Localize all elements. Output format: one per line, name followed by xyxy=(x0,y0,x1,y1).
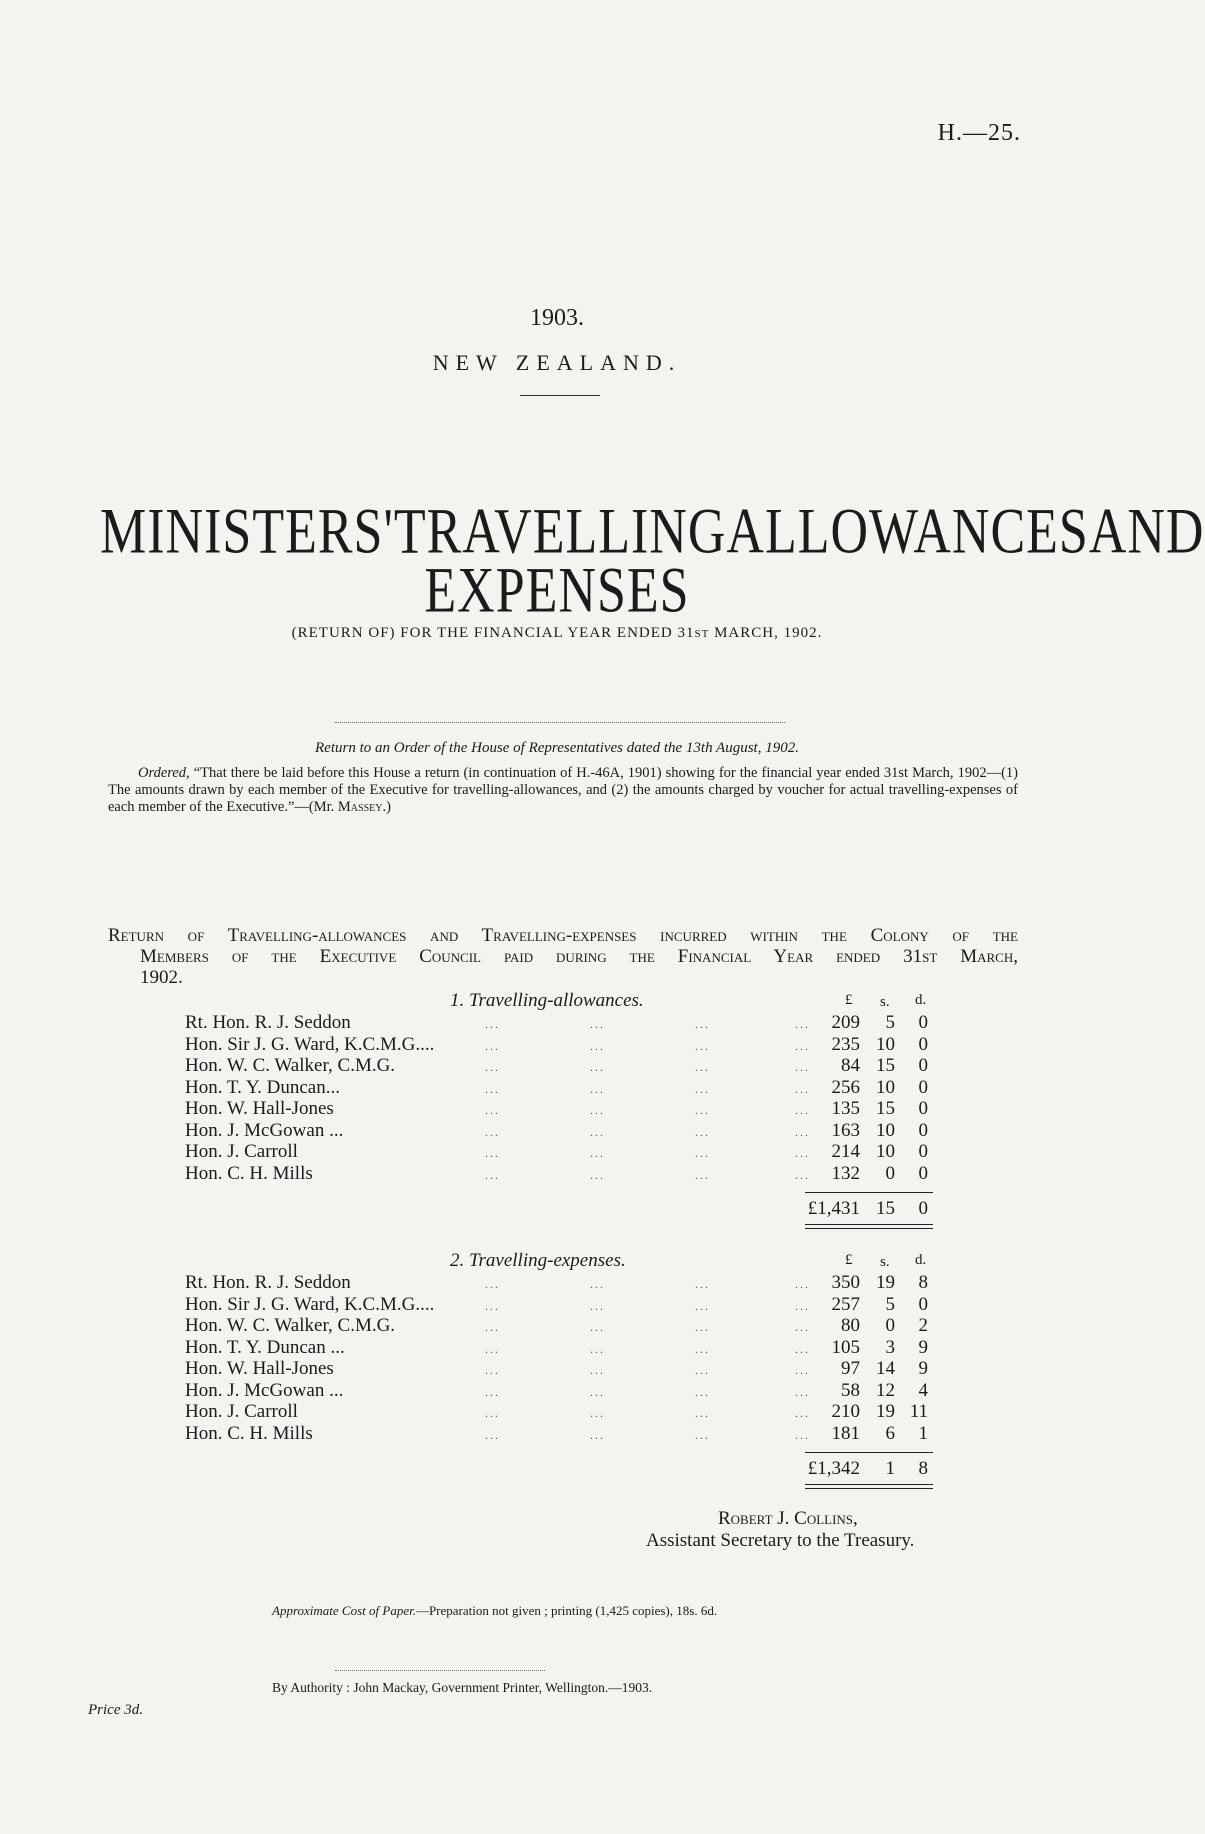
leader-dots: ... xyxy=(795,1384,810,1399)
order-close: .) xyxy=(382,799,391,815)
leader-dots: ... xyxy=(590,1384,605,1399)
pounds-value: 235 xyxy=(831,1033,860,1055)
pence-value: 0 xyxy=(918,1098,928,1119)
cost-text: —Preparation not given ; printing (1,425 copies), 18s. 6d. xyxy=(415,1603,718,1618)
table-row xyxy=(185,1380,965,1402)
shillings-value: 6 xyxy=(885,1422,895,1444)
member-name: Hon. W. Hall-Jones xyxy=(185,1358,334,1379)
member-name: Hon. Sir J. G. Ward, K.C.M.G.... xyxy=(185,1293,435,1315)
allowances-title: 1. Travelling-allowances. xyxy=(450,990,644,1011)
subtitle-superscript: ST xyxy=(694,628,710,640)
member-name: Hon. J. McGowan ... xyxy=(185,1119,344,1141)
table-row xyxy=(185,1163,965,1185)
order-text xyxy=(108,765,1018,816)
return-heading xyxy=(108,925,1018,988)
table-row xyxy=(185,1034,965,1056)
subtitle-end: MARCH, 1902. xyxy=(709,625,823,641)
shillings-value: 10 xyxy=(876,1141,895,1162)
price-note: Price 3d. xyxy=(88,1702,143,1718)
leader-dots: ... xyxy=(485,1060,500,1074)
footer-divider xyxy=(335,1670,545,1671)
pence-value: 0 xyxy=(918,1076,928,1098)
leader-dots: ... xyxy=(695,1167,710,1182)
pence-value: 0 xyxy=(918,1012,928,1033)
leader-dots: ... xyxy=(795,1320,810,1334)
table-row xyxy=(185,1401,965,1423)
table-row xyxy=(185,1120,965,1142)
table-row xyxy=(185,1098,965,1120)
leader-dots: ... xyxy=(695,1298,710,1313)
total-rule xyxy=(805,1192,933,1193)
pounds-value: 105 xyxy=(831,1336,860,1358)
return-heading-line-1: Return of Travelling-allowances and Travelling-expenses incurred within the Colony of the xyxy=(108,925,1018,946)
order-body: “That there be laid before this House a return (in continuation of H.-46A, 1901) showing for the financial year ended 31st March, 1902—(1) The amounts drawn by each member of the Executive for travelling-allowances, and (2) the amounts charged by voucher for actual travelling-expenses of each member of the Executive.”—(Mr. xyxy=(108,765,1018,815)
pence-value: 8 xyxy=(918,1272,928,1293)
member-name: Hon. C. H. Mills xyxy=(185,1162,313,1184)
pence-column-header: d. xyxy=(915,992,927,1008)
ordered-label: Ordered, xyxy=(138,765,190,781)
pounds-column-header: £ xyxy=(845,992,853,1008)
pence-value: 0 xyxy=(918,1055,928,1076)
leader-dots: ... xyxy=(485,1146,500,1160)
leader-dots: ... xyxy=(485,1406,500,1420)
leader-dots: ... xyxy=(485,1103,500,1117)
expenses-title: 2. Travelling-expenses. xyxy=(450,1250,626,1271)
table-row xyxy=(185,1272,965,1294)
shillings-value: 14 xyxy=(876,1358,895,1379)
leader-dots: ... xyxy=(485,1298,500,1313)
pounds-value: 210 xyxy=(831,1401,860,1422)
leader-dots: ... xyxy=(485,1384,500,1399)
pounds-value: 256 xyxy=(831,1076,860,1098)
pounds-value: 181 xyxy=(831,1422,860,1444)
table-row xyxy=(185,1055,965,1077)
title-word: TRAVELLING xyxy=(393,496,727,568)
table-row xyxy=(185,1315,965,1337)
paper-reference: H.—25. xyxy=(937,120,1021,146)
leader-dots: ... xyxy=(695,1427,710,1442)
table-row xyxy=(185,1077,965,1099)
pence-value: 11 xyxy=(909,1401,928,1422)
shillings-value: 15 xyxy=(876,1098,895,1119)
pounds-value: 163 xyxy=(831,1119,860,1141)
leader-dots: ... xyxy=(795,1017,810,1031)
leader-dots: ... xyxy=(695,1081,710,1096)
total-double-rule xyxy=(805,1224,933,1229)
leader-dots: ... xyxy=(590,1427,605,1442)
pounds-value: 350 xyxy=(831,1272,860,1293)
leader-dots: ... xyxy=(485,1081,500,1096)
shillings-value: 10 xyxy=(876,1119,895,1141)
leader-dots: ... xyxy=(485,1341,500,1356)
document-title-line-2: EXPENSES xyxy=(424,555,690,627)
leader-dots: ... xyxy=(695,1406,710,1420)
leader-dots: ... xyxy=(485,1038,500,1053)
member-name: Hon. W. Hall-Jones xyxy=(185,1098,334,1119)
shillings-value: 0 xyxy=(885,1162,895,1184)
leader-dots: ... xyxy=(695,1146,710,1160)
total-pounds: £1,431 xyxy=(807,1198,860,1219)
leader-dots: ... xyxy=(590,1060,605,1074)
pounds-value: 135 xyxy=(831,1098,860,1119)
pence-value: 0 xyxy=(918,1162,928,1184)
total-shillings: 15 xyxy=(876,1198,895,1219)
table-row xyxy=(185,1141,965,1163)
pounds-value: 84 xyxy=(841,1055,860,1076)
country-heading: NEW ZEALAND. xyxy=(432,350,682,375)
leader-dots: ... xyxy=(695,1384,710,1399)
leader-dots: ... xyxy=(795,1081,810,1096)
section-divider xyxy=(335,722,785,723)
pence-value: 4 xyxy=(918,1379,928,1401)
leader-dots: ... xyxy=(485,1320,500,1334)
mover-name: Massey xyxy=(337,799,383,815)
shillings-value: 19 xyxy=(876,1401,895,1422)
leader-dots: ... xyxy=(590,1017,605,1031)
leader-dots: ... xyxy=(485,1167,500,1182)
shillings-value: 5 xyxy=(885,1012,895,1033)
leader-dots: ... xyxy=(695,1060,710,1074)
member-name: Hon. T. Y. Duncan ... xyxy=(185,1336,345,1358)
pounds-value: 209 xyxy=(831,1012,860,1033)
leader-dots: ... xyxy=(590,1298,605,1313)
shillings-column-header: s. xyxy=(880,1254,890,1270)
total-row xyxy=(185,1458,965,1480)
leader-dots: ... xyxy=(795,1167,810,1182)
total-shillings: 1 xyxy=(885,1458,895,1479)
total-pence: 8 xyxy=(918,1458,928,1479)
subtitle-text: (RETURN OF) FOR THE FINANCIAL YEAR ENDED 31 xyxy=(291,625,695,641)
pounds-value: 80 xyxy=(841,1315,860,1336)
leader-dots: ... xyxy=(590,1146,605,1160)
pence-value: 2 xyxy=(918,1315,928,1336)
shillings-value: 3 xyxy=(885,1336,895,1358)
leader-dots: ... xyxy=(795,1298,810,1313)
pounds-value: 132 xyxy=(831,1162,860,1184)
table-row xyxy=(185,1012,965,1034)
document-subtitle xyxy=(0,625,1114,642)
leader-dots: ... xyxy=(695,1363,710,1377)
member-name: Hon. J. Carroll xyxy=(185,1401,298,1422)
member-name: Hon. W. C. Walker, C.M.G. xyxy=(185,1055,396,1076)
leader-dots: ... xyxy=(795,1406,810,1420)
leader-dots: ... xyxy=(795,1277,810,1291)
leader-dots: ... xyxy=(795,1363,810,1377)
pounds-value: 257 xyxy=(831,1293,860,1315)
table-row xyxy=(185,1294,965,1316)
pence-value: 1 xyxy=(918,1422,928,1444)
leader-dots: ... xyxy=(485,1017,500,1031)
leader-dots: ... xyxy=(590,1320,605,1334)
pounds-value: 97 xyxy=(841,1358,860,1379)
return-heading-line-2: Members of the Executive Council paid during the Financial Year ended 31st March, xyxy=(140,946,1018,967)
table-row xyxy=(185,1423,965,1445)
total-pence: 0 xyxy=(918,1198,928,1219)
pence-column-header: d. xyxy=(915,1252,927,1268)
shillings-value: 0 xyxy=(885,1315,895,1336)
pounds-column-header: £ xyxy=(845,1252,853,1268)
leader-dots: ... xyxy=(795,1038,810,1053)
leader-dots: ... xyxy=(795,1124,810,1139)
total-rule xyxy=(805,1452,933,1453)
leader-dots: ... xyxy=(795,1341,810,1356)
leader-dots: ... xyxy=(485,1277,500,1291)
title-word: MINISTERS' xyxy=(100,496,394,568)
leader-dots: ... xyxy=(485,1363,500,1377)
shillings-value: 5 xyxy=(885,1293,895,1315)
leader-dots: ... xyxy=(590,1406,605,1420)
member-name: Hon. W. C. Walker, C.M.G. xyxy=(185,1315,396,1336)
leader-dots: ... xyxy=(695,1320,710,1334)
order-intro: Return to an Order of the House of Representatives dated the 13th August, 1902. xyxy=(315,740,799,756)
leader-dots: ... xyxy=(590,1103,605,1117)
leader-dots: ... xyxy=(695,1017,710,1031)
pence-value: 9 xyxy=(918,1336,928,1358)
pounds-value: 214 xyxy=(831,1141,860,1162)
document-year: 1903. xyxy=(530,305,584,331)
member-name: Hon. J. Carroll xyxy=(185,1141,298,1162)
leader-dots: ... xyxy=(590,1277,605,1291)
member-name: Hon. T. Y. Duncan... xyxy=(185,1076,340,1098)
leader-dots: ... xyxy=(695,1038,710,1053)
leader-dots: ... xyxy=(590,1038,605,1053)
member-name: Hon. J. McGowan ... xyxy=(185,1379,344,1401)
printing-cost-note xyxy=(272,1603,717,1619)
leader-dots: ... xyxy=(695,1103,710,1117)
leader-dots: ... xyxy=(795,1146,810,1160)
shillings-value: 10 xyxy=(876,1076,895,1098)
shillings-value: 15 xyxy=(876,1055,895,1076)
shillings-value: 12 xyxy=(876,1379,895,1401)
total-double-rule xyxy=(805,1484,933,1489)
title-word: ALLOWANCES xyxy=(726,496,1089,568)
leader-dots: ... xyxy=(590,1341,605,1356)
leader-dots: ... xyxy=(590,1124,605,1139)
pence-value: 0 xyxy=(918,1293,928,1315)
shillings-value: 19 xyxy=(876,1272,895,1293)
leader-dots: ... xyxy=(590,1167,605,1182)
leader-dots: ... xyxy=(795,1103,810,1117)
leader-dots: ... xyxy=(695,1341,710,1356)
table-row xyxy=(185,1337,965,1359)
leader-dots: ... xyxy=(485,1427,500,1442)
leader-dots: ... xyxy=(695,1277,710,1291)
leader-dots: ... xyxy=(795,1427,810,1442)
total-row xyxy=(185,1198,965,1220)
title-word: AND xyxy=(1088,496,1205,568)
member-name: Hon. Sir J. G. Ward, K.C.M.G.... xyxy=(185,1033,435,1055)
pounds-value: 58 xyxy=(841,1379,860,1401)
pence-value: 0 xyxy=(918,1119,928,1141)
cost-label: Approximate Cost of Paper. xyxy=(272,1603,416,1618)
total-pounds: £1,342 xyxy=(807,1458,860,1479)
member-name: Rt. Hon. R. J. Seddon xyxy=(185,1272,351,1293)
pence-value: 0 xyxy=(918,1033,928,1055)
leader-dots: ... xyxy=(485,1124,500,1139)
member-name: Rt. Hon. R. J. Seddon xyxy=(185,1012,351,1033)
shillings-value: 10 xyxy=(876,1033,895,1055)
leader-dots: ... xyxy=(590,1363,605,1377)
member-name: Hon. C. H. Mills xyxy=(185,1422,313,1444)
printer-imprint: By Authority : John Mackay, Government Printer, Wellington.—1903. xyxy=(272,1680,653,1695)
return-heading-line-3: 1902. xyxy=(140,967,183,988)
table-row xyxy=(185,1358,965,1380)
signatory-title: Assistant Secretary to the Treasury. xyxy=(646,1530,915,1551)
leader-dots: ... xyxy=(695,1124,710,1139)
header-divider xyxy=(520,395,600,396)
leader-dots: ... xyxy=(590,1081,605,1096)
signatory-name: Robert J. Collins, xyxy=(718,1508,858,1529)
pence-value: 9 xyxy=(918,1358,928,1379)
leader-dots: ... xyxy=(795,1060,810,1074)
shillings-column-header: s. xyxy=(880,994,890,1010)
pence-value: 0 xyxy=(918,1141,928,1162)
